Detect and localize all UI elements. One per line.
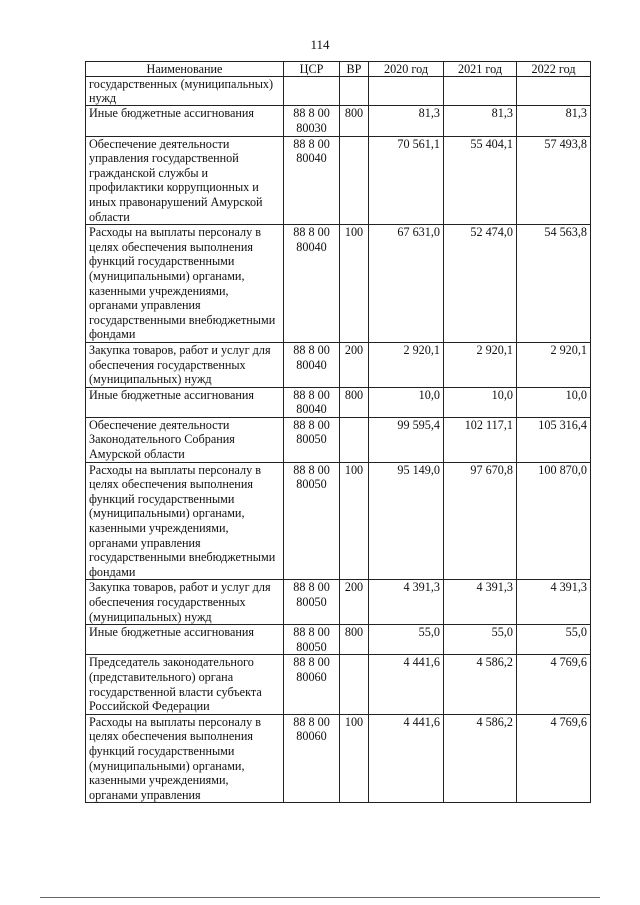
cell-2021: 81,3 <box>444 106 517 136</box>
table-row <box>86 462 591 580</box>
cell-2022: 81,3 <box>517 106 591 136</box>
cell-2021: 10,0 <box>444 387 517 417</box>
cell-csr: 88 8 00 80040 <box>284 136 340 225</box>
cell-2021: 52 474,0 <box>444 225 517 343</box>
cell-2020: 4 441,6 <box>369 714 444 803</box>
cell-name: Иные бюджетные ассигнования <box>86 625 284 655</box>
page-bottom-rule <box>40 897 600 898</box>
header-2020: 2020 год <box>369 62 444 77</box>
cell-vr: 100 <box>340 225 369 343</box>
cell-csr: 88 8 00 80040 <box>284 225 340 343</box>
cell-2020: 95 149,0 <box>369 462 444 580</box>
continuation-row <box>86 77 591 106</box>
cell-name: Расходы на выплаты персоналу в целях обеспечения выполнения функций государственными (муниципальными) органами, казенными учреждениями, органами управления государственными внебюджетными фондами <box>86 225 284 343</box>
cell-vr <box>340 655 369 714</box>
cell-vr <box>340 417 369 462</box>
header-csr: ЦСР <box>284 62 340 77</box>
cell-name: Иные бюджетные ассигнования <box>86 387 284 417</box>
table-row <box>86 387 591 417</box>
budget-table <box>85 61 591 803</box>
cell-2020: 70 561,1 <box>369 136 444 225</box>
cell-vr: 800 <box>340 387 369 417</box>
cell-2021: 2 920,1 <box>444 342 517 387</box>
cell-2020: 67 631,0 <box>369 225 444 343</box>
cell-csr: 88 8 00 80040 <box>284 387 340 417</box>
cell-vr: 800 <box>340 625 369 655</box>
cell-csr: 88 8 00 80050 <box>284 462 340 580</box>
table-row <box>86 625 591 655</box>
cell-2022: 57 493,8 <box>517 136 591 225</box>
cell-name: Закупка товаров, работ и услуг для обеспечения государственных (муниципальных) нужд <box>86 342 284 387</box>
table-row <box>86 136 591 225</box>
cell-vr: 800 <box>340 106 369 136</box>
cell-csr: 88 8 00 80050 <box>284 580 340 625</box>
table-row <box>86 580 591 625</box>
cell-2022: 54 563,8 <box>517 225 591 343</box>
cell-2020: 99 595,4 <box>369 417 444 462</box>
cell-2020: 55,0 <box>369 625 444 655</box>
cell-name: Обеспечение деятельности Законодательного Собрания Амурской области <box>86 417 284 462</box>
cell-csr: 88 8 00 80050 <box>284 625 340 655</box>
cell-2022: 100 870,0 <box>517 462 591 580</box>
cell-name: Расходы на выплаты персоналу в целях обеспечения выполнения функций государственными (муниципальными) органами, казенными учреждениями, органами управления государственными внебюджетными фондами <box>86 462 284 580</box>
cell-2020: 81,3 <box>369 106 444 136</box>
cell-vr: 200 <box>340 580 369 625</box>
header-name: Наименование <box>86 62 284 77</box>
cell-csr: 88 8 00 80040 <box>284 342 340 387</box>
cell-2021: 102 117,1 <box>444 417 517 462</box>
cell-csr: 88 8 00 80050 <box>284 417 340 462</box>
cell-vr: 200 <box>340 342 369 387</box>
header-row <box>86 62 591 77</box>
header-2022: 2022 год <box>517 62 591 77</box>
cell-2021: 4 586,2 <box>444 655 517 714</box>
cell-2021: 4 391,3 <box>444 580 517 625</box>
cell-2021: 4 586,2 <box>444 714 517 803</box>
cell-csr: 88 8 00 80060 <box>284 714 340 803</box>
table-row <box>86 714 591 803</box>
cell-2020: 4 391,3 <box>369 580 444 625</box>
cell-2020: 10,0 <box>369 387 444 417</box>
cell-2021: 97 670,8 <box>444 462 517 580</box>
cell-name: Расходы на выплаты персоналу в целях обеспечения выполнения функций государственными (муниципальными) органами, казенными учреждениями, органами управления <box>86 714 284 803</box>
cell-vr <box>340 136 369 225</box>
cell-2020: 4 441,6 <box>369 655 444 714</box>
table-row <box>86 106 591 136</box>
table-row <box>86 342 591 387</box>
cell-2021: 55 404,1 <box>444 136 517 225</box>
cell-name: Председатель законодательного (представительного) органа государственной власти субъекта Российской Федерации <box>86 655 284 714</box>
table-row <box>86 417 591 462</box>
header-vr: ВР <box>340 62 369 77</box>
header-2021: 2021 год <box>444 62 517 77</box>
cell-name: Иные бюджетные ассигнования <box>86 106 284 136</box>
cell-2022: 10,0 <box>517 387 591 417</box>
cell-2022: 55,0 <box>517 625 591 655</box>
cell-csr: 88 8 00 80030 <box>284 106 340 136</box>
cell-2021: 55,0 <box>444 625 517 655</box>
cell-vr: 100 <box>340 462 369 580</box>
cell-2022: 4 769,6 <box>517 714 591 803</box>
table-row <box>86 655 591 714</box>
cell-csr: 88 8 00 80060 <box>284 655 340 714</box>
cell-2020: 2 920,1 <box>369 342 444 387</box>
cell-2022: 2 920,1 <box>517 342 591 387</box>
cell-2022: 4 391,3 <box>517 580 591 625</box>
cell-name: Обеспечение деятельности управления государственной гражданской службы и профилактики коррупционных и иных правонарушений Амурской области <box>86 136 284 225</box>
cell-2022: 4 769,6 <box>517 655 591 714</box>
continuation-text: государственных (муниципальных) нужд <box>86 77 284 106</box>
page-number: 114 <box>310 37 330 52</box>
cell-vr: 100 <box>340 714 369 803</box>
table-row <box>86 225 591 343</box>
cell-name: Закупка товаров, работ и услуг для обеспечения государственных (муниципальных) нужд <box>86 580 284 625</box>
cell-2022: 105 316,4 <box>517 417 591 462</box>
